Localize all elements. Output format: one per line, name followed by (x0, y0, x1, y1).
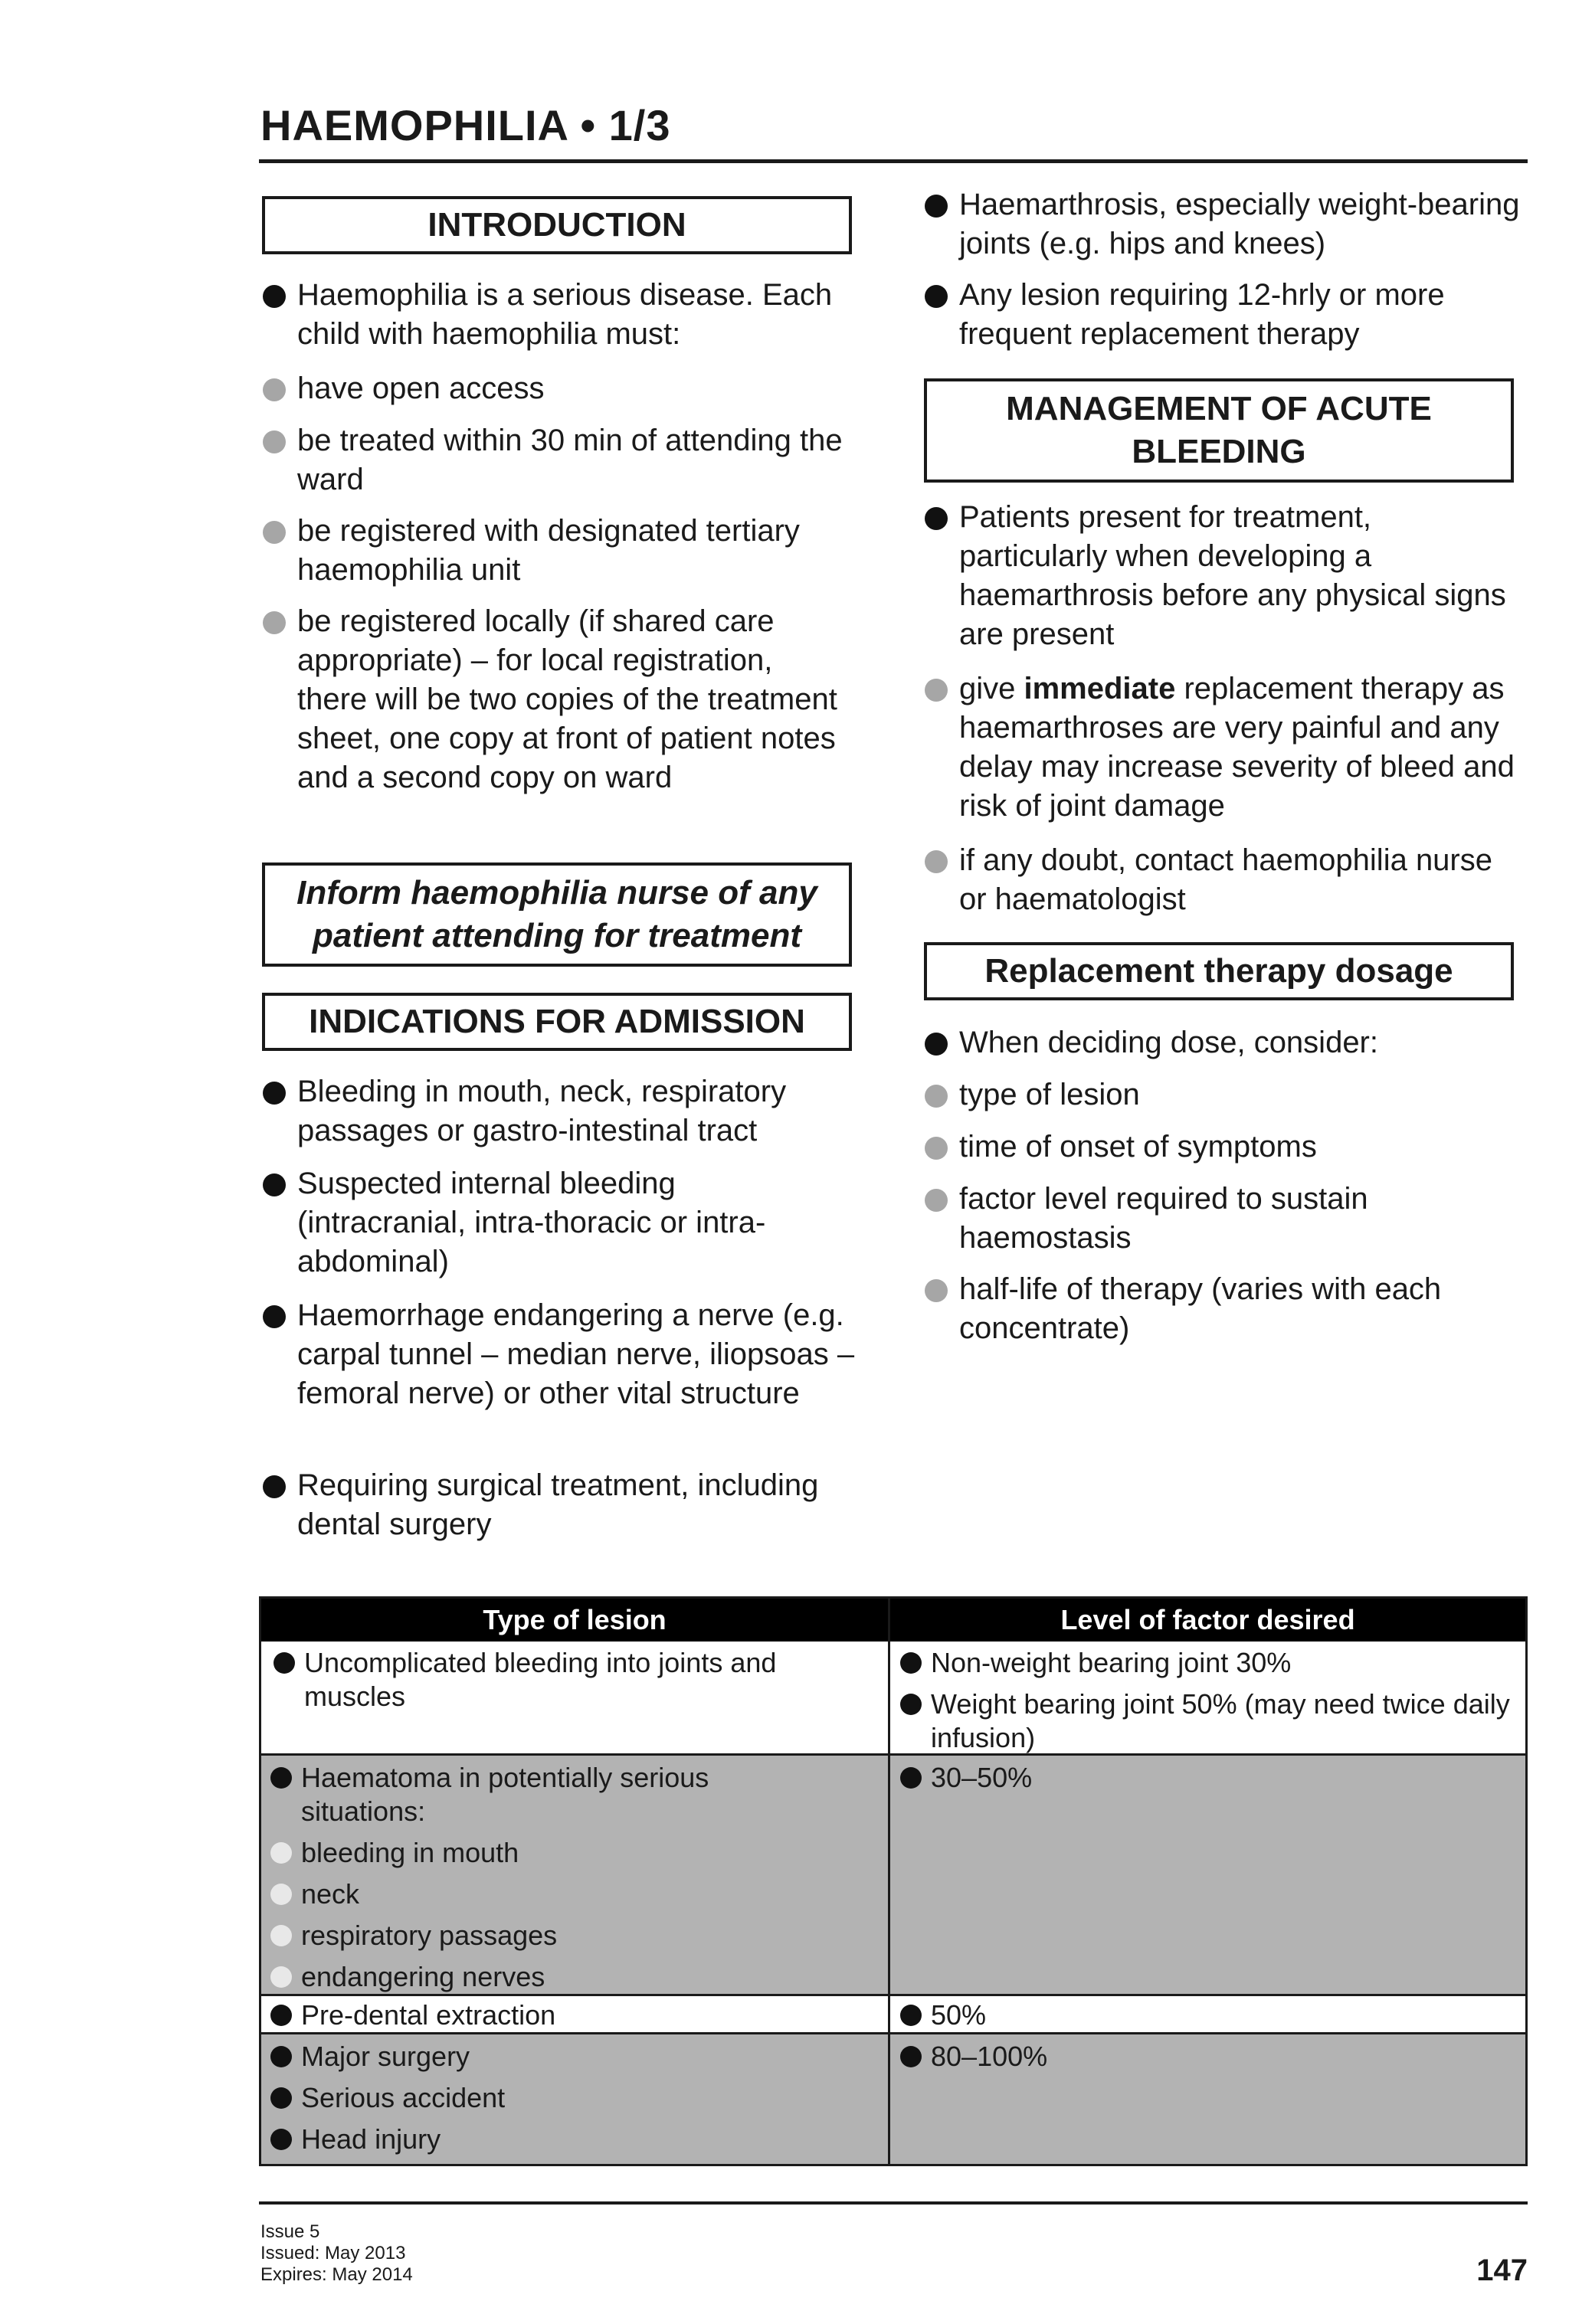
column-divider (888, 1599, 890, 2164)
footer-rule (259, 2201, 1528, 2205)
table-cell: 50% (899, 1998, 1512, 2032)
row-divider (261, 2032, 1525, 2034)
page-number: 147 (1476, 2254, 1528, 2287)
bullet-icon (900, 1767, 922, 1789)
table-cell: Uncomplicated bleeding into joints and muscles (272, 1646, 839, 1714)
sub-bullet-icon (925, 850, 948, 873)
bullet-icon (263, 1475, 286, 1498)
list-item: Patients present for treatment, particularly when developing a haemarthrosis before any physical signs are present (922, 498, 1528, 654)
list-item: be registered locally (if shared care appropriate) – for local registration, there will be two copies of the treatment sheet, one copy at front of patient notes and a second copy on ward (260, 602, 843, 797)
bullet-icon (263, 1173, 286, 1196)
sub-bullet-icon (925, 1137, 948, 1160)
acute-heading: MANAGEMENT OF ACUTE BLEEDING (924, 378, 1514, 483)
row-divider (261, 1994, 1525, 1996)
sub-bullet-icon (270, 1842, 292, 1864)
table-cell: Head injury (269, 2123, 866, 2156)
sub-bullet-icon (925, 1279, 948, 1302)
page-title: HAEMOPHILIA • 1/3 (260, 101, 671, 149)
table-header (261, 1599, 1525, 1642)
list-item: time of onset of symptoms (922, 1128, 1528, 1167)
bullet-icon (270, 2046, 292, 2067)
table-cell: 80–100% (899, 2040, 1512, 2074)
bullet-icon (270, 2087, 292, 2109)
list-item: Requiring surgical treatment, including dental surgery (260, 1466, 866, 1544)
intro-lead: Haemophilia is a serious disease. Each child with haemophilia must: (297, 278, 833, 351)
title-rule (259, 159, 1528, 163)
bullet-icon (925, 507, 948, 530)
sub-bullet-icon (270, 1925, 292, 1946)
bullet-icon (263, 1082, 286, 1105)
sub-bullet-icon (263, 521, 286, 544)
table-cell: endangering nerves (269, 1960, 866, 1994)
admission-heading: INDICATIONS FOR ADMISSION (262, 993, 852, 1051)
bullet-icon (270, 1767, 292, 1789)
table-cell: Haematoma in potentially serious situations: (269, 1761, 790, 1828)
list-item: half-life of therapy (varies with each concentrate) (922, 1270, 1528, 1348)
table-cell: neck (269, 1877, 866, 1911)
list-item: Suspected internal bleeding (intracranial, intra-thoracic or intra-abdominal) (260, 1164, 812, 1281)
table-cell: Non-weight bearing joint 30% (899, 1646, 1512, 1680)
sub-bullet-icon (263, 378, 286, 401)
bullet-icon (900, 1652, 922, 1674)
sub-bullet-icon (270, 1966, 292, 1988)
table-cell: Serious accident (269, 2081, 866, 2115)
list-item: Haemorrhage endangering a nerve (e.g. carpal tunnel – median nerve, iliopsoas – femoral nerve) or other vital structure (260, 1296, 873, 1413)
list-item: be registered with designated tertiary haemophilia unit (260, 512, 866, 590)
table-cell: 30–50% (899, 1761, 1512, 1795)
column-header: Type of lesion (483, 1604, 667, 1635)
sub-bullet-icon (925, 679, 948, 702)
sub-bullet-icon (270, 1884, 292, 1905)
list-item: Any lesion requiring 12-hrly or more frequent replacement therapy (922, 276, 1528, 354)
bullet-icon (925, 195, 948, 218)
table-cell: respiratory passages (269, 1919, 866, 1952)
list-item: Bleeding in mouth, neck, respiratory passages or gastro-intestinal tract (260, 1072, 866, 1151)
table-cell: bleeding in mouth (269, 1836, 866, 1870)
list-item: give immediate replacement therapy as haemarthroses are very painful and any delay may increase severity of bleed and risk of joint damage (922, 669, 1535, 826)
bullet-icon (900, 2046, 922, 2067)
list-item: have open access (260, 369, 866, 408)
bullet-icon (263, 285, 286, 308)
list-item: Haemarthrosis, especially weight-bearing joints (e.g. hips and knees) (922, 185, 1528, 263)
table-cell: Major surgery (269, 2040, 866, 2074)
sub-bullet-icon (925, 1085, 948, 1108)
list-item: When deciding dose, consider: (922, 1023, 1528, 1062)
bullet-icon (900, 2005, 922, 2026)
sub-bullet-icon (263, 430, 286, 453)
sub-bullet-icon (925, 1189, 948, 1212)
list-item (260, 276, 866, 354)
bullet-icon (263, 1305, 286, 1328)
bullet-icon (925, 1033, 948, 1056)
dosage-heading: Replacement therapy dosage (924, 942, 1514, 1000)
expiry-date: Expires: May 2014 (260, 2264, 413, 2285)
list-item: be treated within 30 min of attending the ward (260, 421, 866, 499)
issued-date: Issued: May 2013 (260, 2243, 406, 2263)
list-item: factor level required to sustain haemostasis (922, 1180, 1459, 1258)
list-item: if any doubt, contact haemophilia nurse or haematologist (922, 841, 1528, 919)
column-header: Level of factor desired (1060, 1604, 1355, 1635)
notice-box: Inform haemophilia nurse of any patient attending for treatment (262, 862, 852, 967)
bullet-icon (900, 1694, 922, 1715)
list-item: type of lesion (922, 1075, 1528, 1115)
bullet-icon (274, 1652, 295, 1674)
table-cell: Pre-dental extraction (269, 1998, 866, 2032)
factor-level-table (259, 1596, 1528, 2166)
sub-bullet-icon (263, 611, 286, 634)
bullet-icon (925, 285, 948, 308)
table-cell: Weight bearing joint 50% (may need twice daily infusion) (899, 1687, 1512, 1755)
bullet-icon (270, 2129, 292, 2150)
introduction-heading: INTRODUCTION (262, 196, 852, 254)
bullet-icon (270, 2005, 292, 2026)
issue-number: Issue 5 (260, 2221, 320, 2242)
